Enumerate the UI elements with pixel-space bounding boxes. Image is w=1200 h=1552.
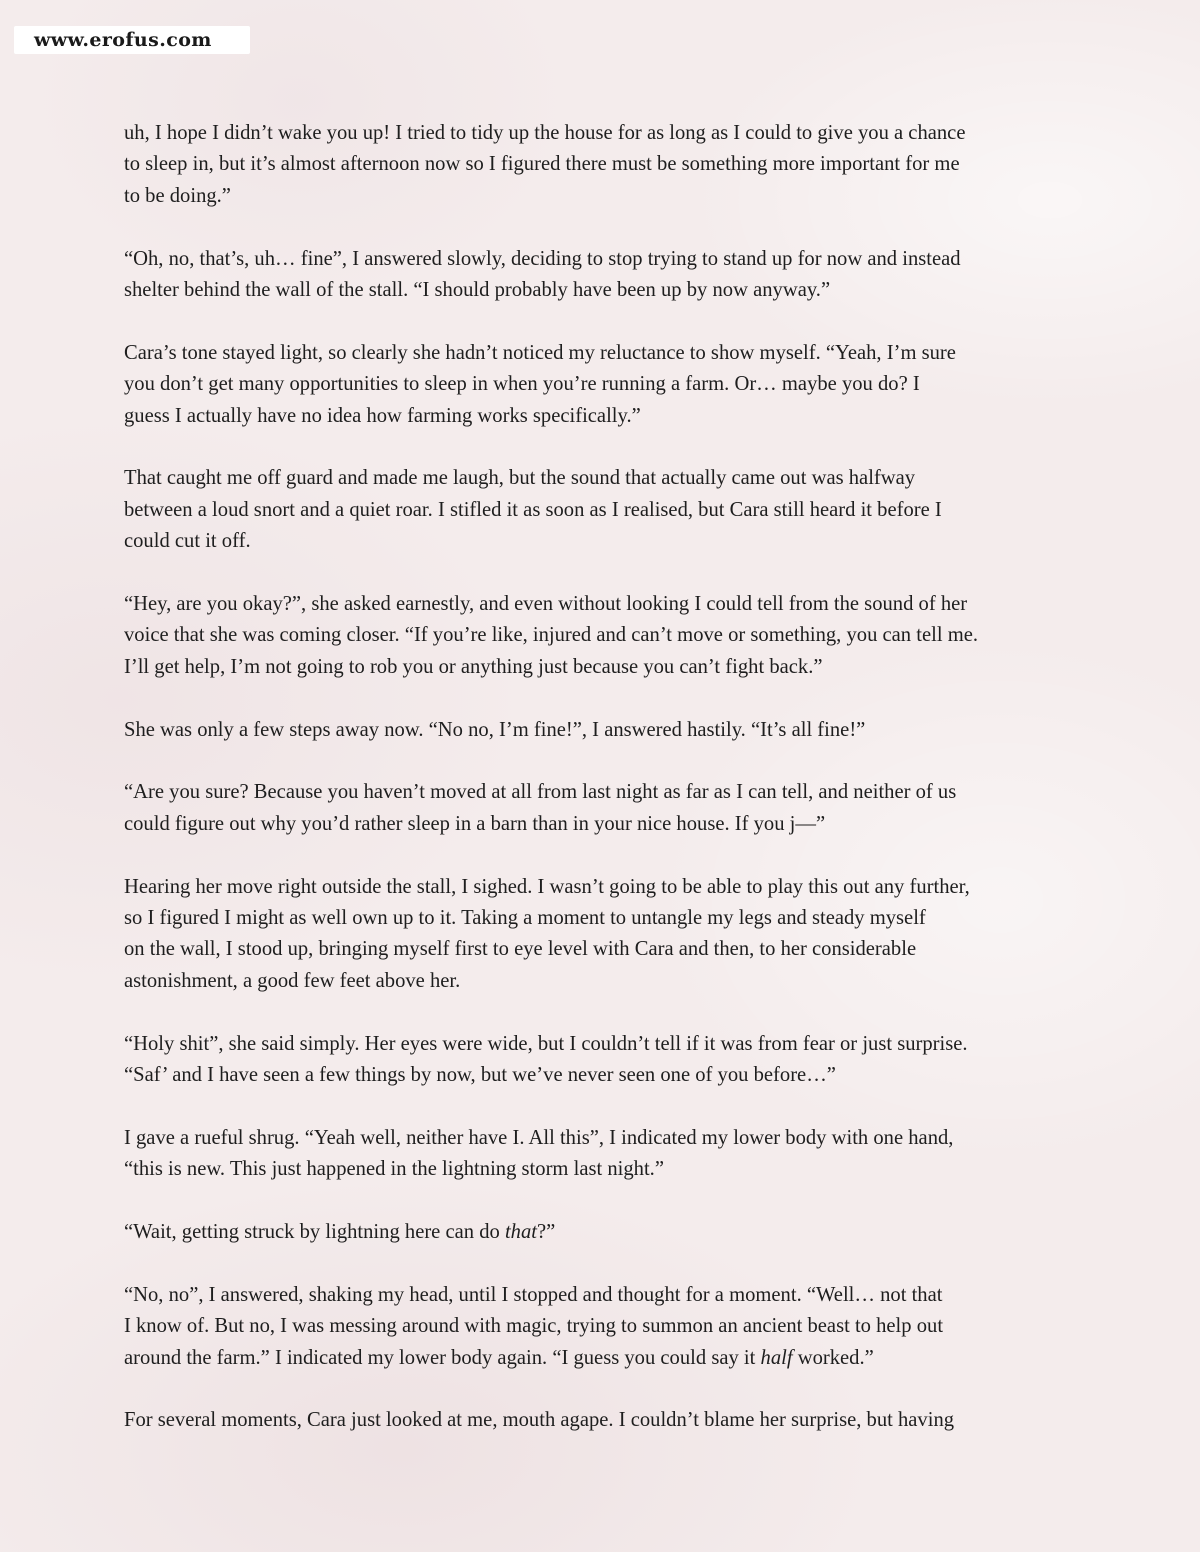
text-line: you don’t get many opportunities to sleep in when you’re running a farm. Or… maybe you do? I: [124, 373, 920, 396]
paragraph: [124, 1280, 1080, 1374]
text-line: “Hey, are you okay?”, she asked earnestly, and even without looking I could tell from the sound of her: [124, 593, 968, 616]
text-line: guess I actually have no idea how farming works specifically.”: [124, 404, 641, 427]
paragraph: [124, 589, 1080, 683]
text-line: to sleep in, but it’s almost afternoon now so I figured there must be something more important for me: [124, 153, 960, 176]
text-line: to be doing.”: [124, 184, 231, 207]
text-line: astonishment, a good few feet above her.: [124, 969, 461, 992]
text-line: shelter behind the wall of the stall. “I should probably have been up by now anyway.”: [124, 279, 831, 302]
italic-text: half: [760, 1346, 793, 1369]
text-line: “this is new. This just happened in the lightning storm last night.”: [124, 1158, 664, 1181]
paragraph: [124, 118, 1080, 212]
paragraph: [124, 244, 1080, 307]
text-line: “Saf’ and I have seen a few things by now, but we’ve never seen one of you before…”: [124, 1064, 836, 1087]
text-line: “No, no”, I answered, shaking my head, until I stopped and thought for a moment. “Well… not that: [124, 1283, 943, 1306]
text-line: Cara’s tone stayed light, so clearly she hadn’t noticed my reluctance to show myself. “Yeah, I’m sure: [124, 341, 956, 364]
text-line: I know of. But no, I was messing around with magic, trying to summon an ancient beast to help out: [124, 1315, 944, 1338]
story-text: [124, 118, 1080, 1437]
text-line: ?”: [537, 1221, 556, 1244]
paragraph: [124, 338, 1080, 432]
text-line: could figure out why you’d rather sleep in a barn than in your nice house. If you j—”: [124, 812, 826, 835]
paragraph: [124, 463, 1080, 557]
paragraph: [124, 715, 1080, 746]
text-line: Hearing her move right outside the stall, I sighed. I wasn’t going to be able to play this out any further,: [124, 875, 970, 898]
text-line: voice that she was coming closer. “If you’re like, injured and can’t move or something, you can tell me.: [124, 624, 979, 647]
watermark-logo: [14, 26, 250, 54]
text-line: I’ll get help, I’m not going to rob you or anything just because you can’t fight back.”: [124, 655, 823, 678]
text-line: “Holy shit”, she said simply. Her eyes were wide, but I couldn’t tell if it was from fear or just surprise.: [124, 1032, 968, 1055]
text-line: between a loud snort and a quiet roar. I stifled it as soon as I realised, but Cara still heard it before I: [124, 498, 942, 521]
text-line: She was only a few steps away now. “No no, I’m fine!”, I answered hastily. “It’s all fine!”: [124, 718, 866, 741]
watermark-text: www.erofus.com: [34, 29, 212, 51]
paragraph: [124, 1405, 1080, 1436]
text-line: “Are you sure? Because you haven’t moved at all from last night as far as I can tell, and neither of us: [124, 781, 957, 804]
paragraph: [124, 872, 1080, 998]
text-line: could cut it off.: [124, 530, 251, 553]
paragraph: [124, 1123, 1080, 1186]
italic-text: that: [504, 1221, 537, 1244]
text-line: That caught me off guard and made me laugh, but the sound that actually came out was halfway: [124, 467, 916, 490]
paragraph: [124, 1217, 1080, 1248]
text-line: “Oh, no, that’s, uh… fine”, I answered slowly, deciding to stop trying to stand up for now and instead: [124, 247, 961, 270]
text-line: around the farm.” I indicated my lower body again. “I guess you could say it: [124, 1346, 761, 1369]
text-line: worked.”: [792, 1346, 874, 1369]
text-line: uh, I hope I didn’t wake you up! I tried to tidy up the house for as long as I could to give you a chance: [124, 122, 966, 144]
text-line: on the wall, I stood up, bringing myself first to eye level with Cara and then, to her considerable: [124, 938, 917, 961]
text-line: so I figured I might as well own up to it. Taking a moment to untangle my legs and steady myself: [124, 907, 926, 930]
text-line: For several moments, Cara just looked at me, mouth agape. I couldn’t blame her surprise, but having: [124, 1409, 955, 1432]
text-line: I gave a rueful shrug. “Yeah well, neither have I. All this”, I indicated my lower body with one hand,: [124, 1126, 954, 1149]
text-line: “Wait, getting struck by lightning here can do: [124, 1221, 505, 1244]
paragraph: [124, 1029, 1080, 1092]
paragraph: [124, 777, 1080, 840]
